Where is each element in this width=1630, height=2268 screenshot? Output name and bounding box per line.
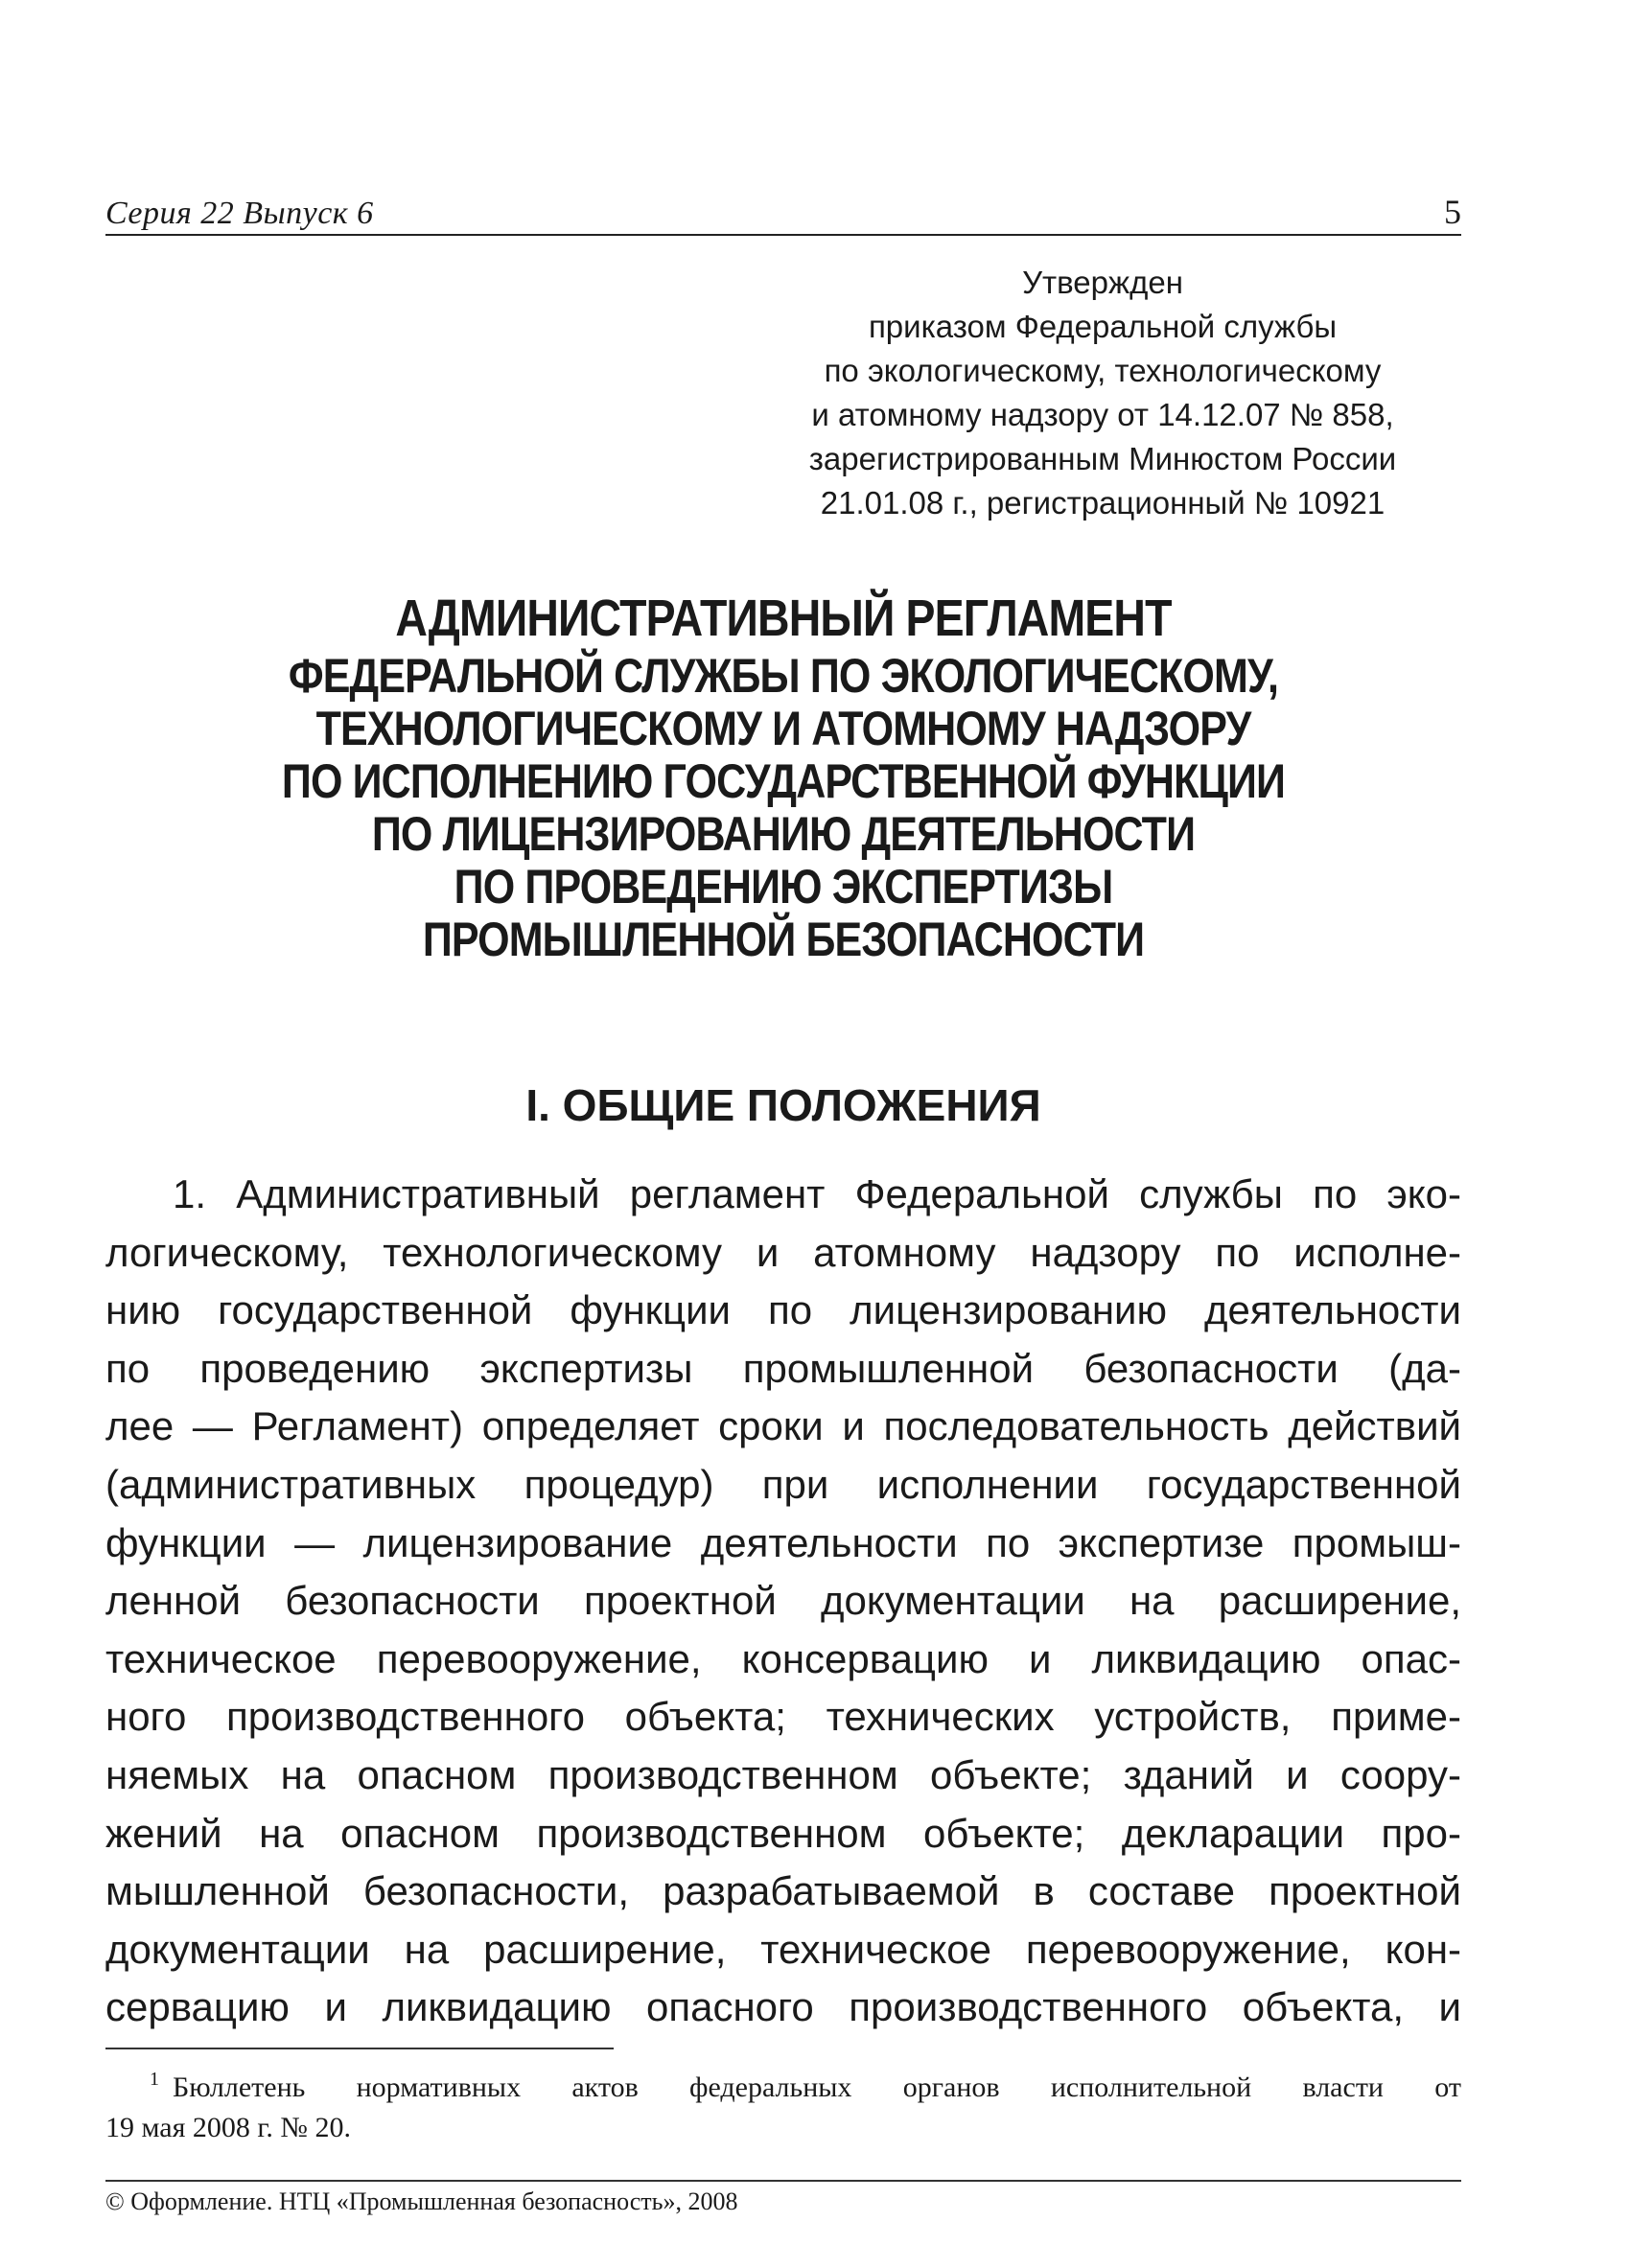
paragraph-line: по проведению экспертизы промышленной безопасности (да- xyxy=(105,1345,1461,1391)
paragraph-line: сервацию и ликвидацию опасного производственного объекта, и xyxy=(105,1984,1461,2030)
document-title xyxy=(105,587,1461,966)
paragraph-line: техническое перевооружение, консервацию и ликвидацию опас- xyxy=(105,1635,1461,1681)
paragraph-line: жений на опасном производственном объекте; декларации про- xyxy=(105,1810,1461,1856)
paragraph-line: лее — Регламент) определяет сроки и последовательность действий xyxy=(105,1403,1461,1449)
bottom-divider xyxy=(105,2180,1461,2182)
approval-line: 21.01.08 г., регистрационный № 10921 xyxy=(820,485,1386,521)
footnote-line-2: 19 мая 2008 г. № 20. xyxy=(105,2112,351,2143)
footnote-text: Бюллетень нормативных актов федеральных органов исполнительной власти от xyxy=(173,2071,1461,2103)
approval-block xyxy=(748,261,1457,525)
paragraph-line: няемых на опасном производственном объекте; зданий и соору- xyxy=(105,1751,1461,1797)
title-line: ПО ЛИЦЕНЗИРОВАНИЮ ДЕЯТЕЛЬНОСТИ xyxy=(371,807,1196,861)
paragraph-line: ного производственного объекта; технических устройств, приме- xyxy=(105,1694,1461,1740)
footnote-marker: 1 xyxy=(150,2069,159,2090)
paragraph-line: мышленной безопасности, разрабатываемой в составе проектной xyxy=(105,1868,1461,1914)
paragraph-line: логическому, технологическому и атомному надзору по исполне- xyxy=(105,1229,1461,1275)
approval-line: по экологическому, технологическому xyxy=(824,353,1382,388)
approval-line: приказом Федеральной службы xyxy=(868,309,1338,344)
title-line: ПО ИСПОЛНЕНИЮ ГОСУДАРСТВЕННОЙ ФУНКЦИИ xyxy=(281,754,1286,808)
title-line: ПРОМЫШЛЕННОЙ БЕЗОПАСНОСТИ xyxy=(422,913,1145,966)
footnote-line-1 xyxy=(105,2059,1461,2108)
paragraph-line: 1. Административный регламент Федеральной службы по эко- xyxy=(173,1171,1461,1216)
footnote xyxy=(105,2059,1461,2148)
paragraph-line: нию государственной функции по лицензированию деятельности xyxy=(105,1287,1461,1333)
paragraph-line: функции — лицензирование деятельности по экспертизе промыш- xyxy=(105,1519,1461,1565)
approval-line: зарегистрированным Минюстом России xyxy=(808,441,1397,476)
title-line: ФЕДЕРАЛЬНОЙ СЛУЖБЫ ПО ЭКОЛОГИЧЕСКОМУ, xyxy=(288,649,1279,703)
running-header xyxy=(105,188,1461,236)
section-heading: I. ОБЩИЕ ПОЛОЖЕНИЯ xyxy=(525,1080,1041,1130)
title-main-line: АДМИНИСТРАТИВНЫЙ РЕГЛАМЕНТ xyxy=(395,590,1172,647)
footnote-divider xyxy=(105,2048,614,2049)
approval-line: Утвержден xyxy=(1022,265,1183,300)
paragraph-line: ленной безопасности проектной документации на расширение, xyxy=(105,1578,1461,1624)
paragraph-line: (административных процедур) при исполнении государственной xyxy=(105,1461,1461,1507)
copyright-notice: © Оформление. НТЦ «Промышленная безопасность», 2008 xyxy=(105,2187,738,2215)
series-label: Серия 22 Выпуск 6 xyxy=(105,196,374,231)
page-number: 5 xyxy=(1444,193,1461,231)
title-line: ТЕХНОЛОГИЧЕСКОМУ И АТОМНОМУ НАДЗОРУ xyxy=(315,702,1251,755)
paragraph-line: документации на расширение, техническое перевооружение, кон- xyxy=(105,1926,1461,1972)
paragraph-1 xyxy=(105,1166,1461,2037)
title-line: ПО ПРОВЕДЕНИЮ ЭКСПЕРТИЗЫ xyxy=(454,860,1113,914)
approval-line: и атомному надзору от 14.12.07 № 858, xyxy=(811,397,1394,432)
